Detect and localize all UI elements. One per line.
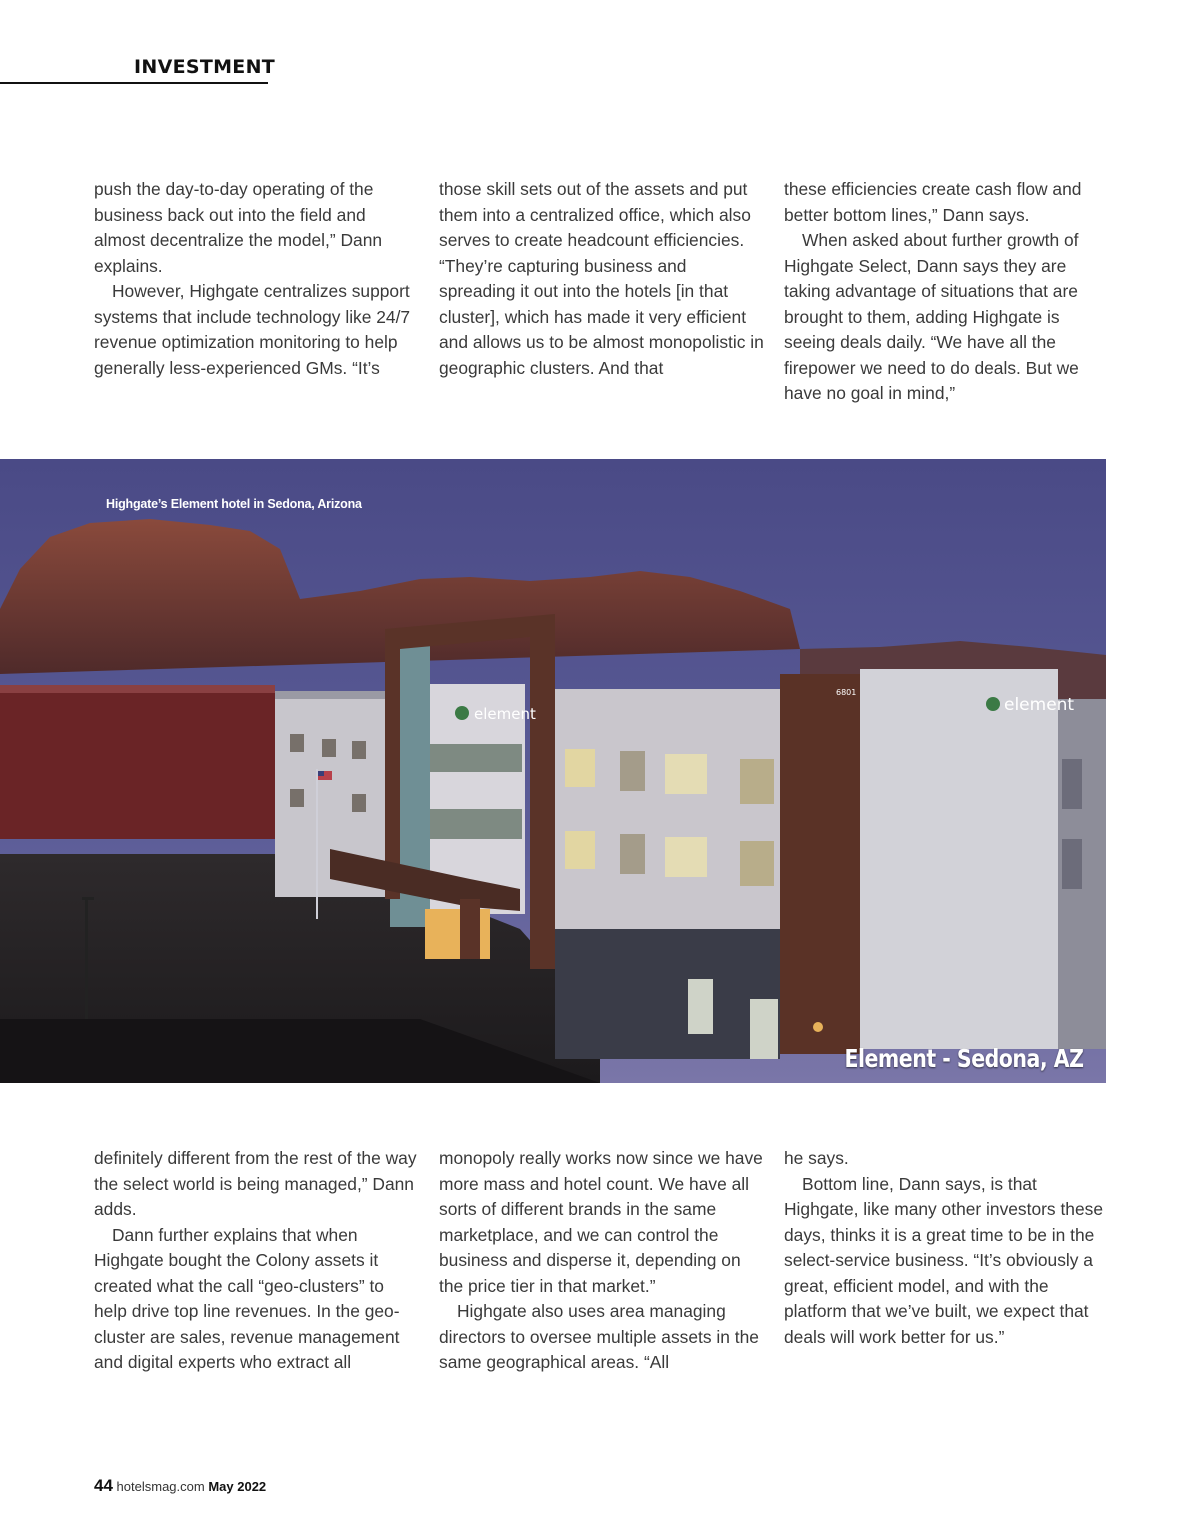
paragraph: However, Highgate centralizes support systems that include technology like 24/7 revenue optimization monitoring to help generally less-experienced GMs. “It’s <box>94 281 411 378</box>
bottom-column-2 <box>439 1146 764 1376</box>
section-label: INVESTMENT <box>134 56 276 78</box>
paragraph: When asked about further growth of Highgate Select, Dann says they are taking advantage of situations that are brought to them, adding Highgate is seeing deals daily. “We have all the firepower we need to do deals. But we have no goal in mind,” <box>784 230 1079 403</box>
paragraph: definitely different from the rest of the way the select world is being managed,” Dann adds. <box>94 1148 417 1219</box>
paragraph: Highgate also uses area managing directors to oversee multiple assets in the same geographical areas. “All <box>439 1301 759 1372</box>
paragraph: Bottom line, Dann says, is that Highgate, like many other investors these days, thinks it is a great time to be in the select-service business. “It’s obviously a great, efficient model, and with the platform that we’ve built, we expect that deals will work better for us.” <box>784 1173 1103 1347</box>
photo-sign-text: Element - Sedona, AZ <box>844 1044 1084 1073</box>
element-logo-tower: element <box>474 705 536 723</box>
paragraph: Dann further explains that when Highgate bought the Colony assets it created what the call “geo-clusters” to help drive top line revenues. In the geo-cluster are sales, revenue management and digital experts who extract all <box>94 1224 400 1372</box>
paragraph: those skill sets out of the assets and put them into a centralized office, which also serves to create headcount efficiencies. “They’re capturing business and spreading it out into the hotels [in that cluster], which has made it very efficient and allows us to be almost monopolistic in geographic clusters. And that <box>439 179 764 378</box>
bottom-column-3 <box>784 1146 1109 1350</box>
paragraph: he says. <box>784 1148 849 1168</box>
top-column-3 <box>784 177 1109 407</box>
top-column-1 <box>94 177 419 381</box>
top-column-2 <box>439 177 764 381</box>
bottom-column-1 <box>94 1146 419 1376</box>
hotel-photo <box>0 459 1106 1083</box>
site-name: hotelsmag.com <box>116 1479 205 1494</box>
paragraph: push the day-to-day operating of the business back out into the field and almost decentralize the model,” Dann explains. <box>94 179 383 276</box>
paragraph: these efficiencies create cash flow and better bottom lines,” Dann says. <box>784 179 1082 225</box>
page-number: 44 <box>94 1476 113 1495</box>
building-number: 6801 <box>836 688 857 697</box>
issue-date: May 2022 <box>208 1479 267 1494</box>
paragraph: monopoly really works now since we have more mass and hotel count. We have all sorts of different brands in the same marketplace, and we can control the business and disperse it, depending on the price tier in that market.” <box>439 1148 763 1296</box>
element-logo-right: element <box>1004 695 1075 715</box>
hotel-photo-illustration <box>0 459 1106 1083</box>
section-rule <box>0 82 268 84</box>
photo-caption: Highgate’s Element hotel in Sedona, Arizona <box>106 497 362 511</box>
page-footer <box>94 1476 266 1496</box>
